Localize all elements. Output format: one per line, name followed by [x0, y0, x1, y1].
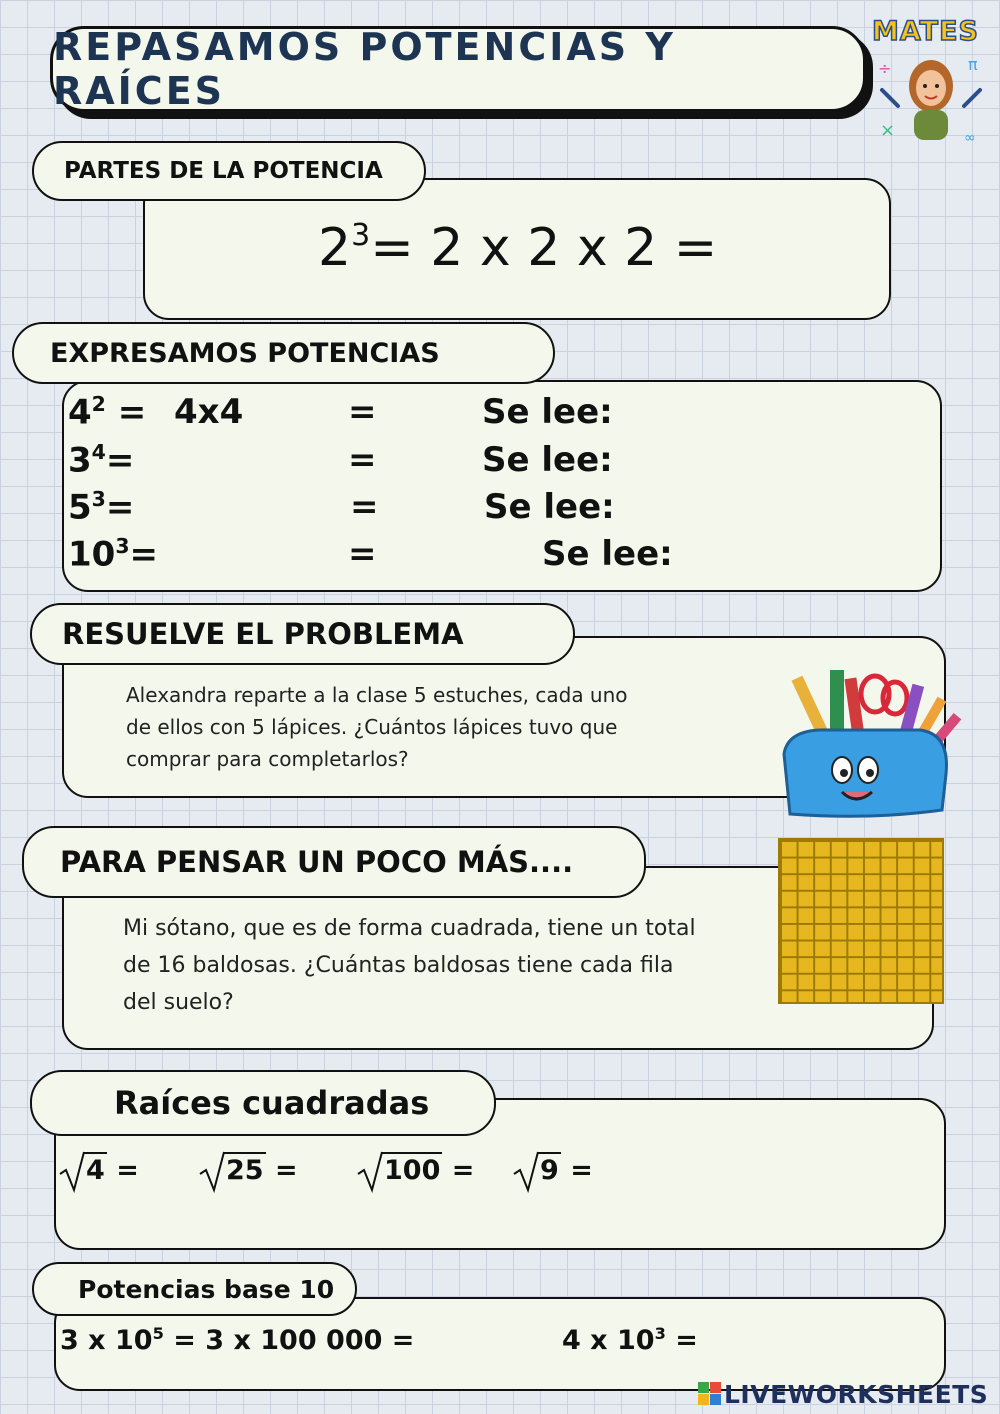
root-eq: =	[274, 1155, 298, 1186]
pensar-line: del suelo?	[123, 990, 234, 1015]
row-eq: =	[348, 392, 377, 432]
teacher-avatar-icon	[868, 46, 994, 146]
raices-heading-tab	[30, 1070, 496, 1136]
row-eq: =	[348, 440, 377, 480]
row-after: =	[105, 487, 135, 528]
row-base: 10	[68, 534, 116, 575]
row-after: =	[129, 534, 159, 575]
row-mult: 4x4	[174, 392, 244, 432]
pensar-line: Mi sótano, que es de forma cuadrada, tiene un total	[123, 916, 696, 941]
liveworksheets-watermark	[698, 1378, 988, 1410]
row-read: Se lee:	[482, 440, 613, 480]
expresamos-row	[68, 534, 928, 580]
row-exp: 2	[91, 392, 106, 416]
row-base: 3	[68, 440, 92, 481]
row-exp: 3	[91, 487, 106, 511]
expresamos-heading-tab	[12, 322, 555, 384]
partes-expression	[318, 218, 717, 278]
problema-heading-tab	[30, 603, 575, 665]
expresamos-heading: EXPRESAMOS POTENCIAS	[50, 337, 440, 369]
pencil-case-icon	[770, 664, 970, 824]
partes-exponent: 3	[351, 218, 371, 253]
root-eq: =	[570, 1155, 593, 1186]
page-title: REPASAMOS POTENCIAS Y RAÍCES	[53, 25, 676, 113]
base10-a-exp: 5	[152, 1324, 164, 1343]
problema-heading: RESUELVE EL PROBLEMA	[62, 617, 464, 651]
row-exp: 3	[115, 534, 130, 558]
base10-a-rest: = 3 x 100 000 =	[163, 1325, 415, 1356]
base10-a-base: 3 x 10	[60, 1325, 153, 1356]
raices-heading: Raíces cuadradas	[114, 1084, 430, 1122]
root-radicand: 100	[382, 1152, 442, 1188]
watermark-text: LIVEWORKSHEETS	[724, 1379, 989, 1409]
root-radicand: 4	[84, 1152, 107, 1188]
row-after: =	[105, 440, 135, 481]
root-radicand: 25	[224, 1152, 266, 1188]
partes-rest: = 2 x 2 x 2 =	[370, 218, 718, 278]
problema-line: Alexandra reparte a la clase 5 estuches, cada uno	[126, 683, 628, 707]
row-read: Se lee:	[482, 392, 613, 432]
expresamos-row	[68, 392, 928, 438]
base10-heading-tab	[32, 1262, 357, 1316]
row-read: Se lee:	[484, 487, 615, 527]
tile-grid-image	[778, 838, 944, 1004]
root-item	[512, 1150, 593, 1190]
expresamos-row	[68, 440, 928, 486]
row-base: 5	[68, 487, 92, 528]
base10-b-rest: =	[665, 1325, 698, 1356]
svg-text:×: ×	[880, 120, 896, 141]
pensar-heading: PARA PENSAR UN POCO MÁS....	[60, 845, 574, 879]
root-eq: =	[451, 1155, 475, 1186]
base10-heading: Potencias base 10	[78, 1274, 335, 1304]
row-eq: =	[348, 534, 377, 574]
root-item	[58, 1150, 139, 1190]
root-eq: =	[116, 1155, 139, 1186]
root-item	[198, 1150, 298, 1190]
base10-b-exp: 3	[654, 1324, 666, 1343]
svg-text:π: π	[968, 55, 978, 74]
row-eq: =	[350, 487, 379, 527]
partes-heading-tab	[32, 141, 426, 201]
base10-b-base: 4 x 10	[562, 1325, 655, 1356]
row-base: 4	[68, 392, 92, 433]
mates-logo	[868, 10, 994, 146]
partes-heading: PARTES DE LA POTENCIA	[64, 158, 383, 184]
pensar-heading-tab	[22, 826, 646, 898]
root-item	[356, 1150, 474, 1190]
liveworksheets-logo-icon	[698, 1381, 722, 1407]
title-banner	[50, 26, 866, 112]
row-exp: 4	[91, 440, 106, 464]
svg-text:÷: ÷	[878, 59, 892, 78]
base10-expression-a	[60, 1324, 414, 1356]
pensar-text	[123, 910, 763, 1021]
mates-logo-text: MATES	[872, 16, 979, 47]
pensar-line: de 16 baldosas. ¿Cuántas baldosas tiene cada fila	[123, 953, 674, 978]
row-after: =	[105, 392, 147, 433]
problema-text	[126, 679, 746, 775]
root-radicand: 9	[538, 1152, 561, 1188]
problema-line: de ellos con 5 lápices. ¿Cuántos lápices tuvo que	[126, 715, 618, 739]
svg-text:∞: ∞	[964, 130, 976, 146]
base10-expression-b	[562, 1324, 698, 1356]
problema-line: comprar para completarlos?	[126, 747, 409, 771]
row-read: Se lee:	[542, 534, 673, 574]
expresamos-row	[68, 487, 928, 533]
partes-base: 2	[318, 218, 352, 278]
